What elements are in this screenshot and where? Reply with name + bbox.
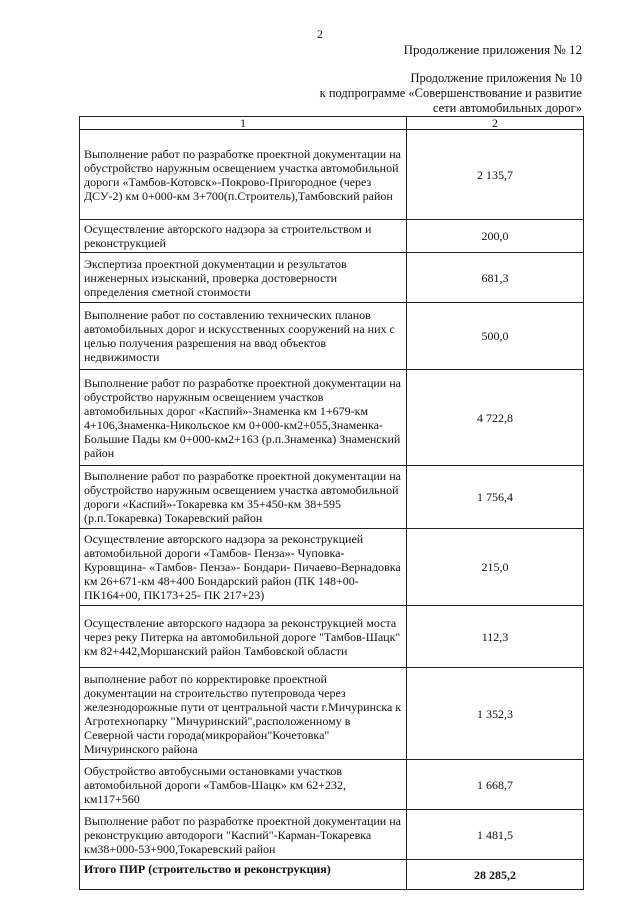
work-amount: 200,0 bbox=[407, 220, 584, 253]
table-row bbox=[80, 370, 584, 466]
work-description: Осуществление авторского надзора за реконструкцией автомобильной дороги «Тамбов- Пенза»- Чуповка-Куровщина- «Тамбов- Пенза»- Бондари- Пичаево-Вернадовка км 26+671-км 48+400 Бондарский район (ПК 148+00- ПК164+00, ПК173+25- ПК 217+23) bbox=[80, 529, 407, 606]
work-amount: 1 668,7 bbox=[407, 760, 584, 810]
total-label: Итого ПИР (строительство и реконструкция) bbox=[80, 860, 407, 890]
work-description: Выполнение работ по разработке проектной документации на обустройство наружным освещением участка автомобильной дороги «Каспий»-Токаревка км 35+450-км 38+595 (р.п.Токаревка) Токаревский район bbox=[80, 466, 407, 529]
column-header-2: 2 bbox=[407, 117, 584, 130]
appendix-10-caption bbox=[320, 71, 582, 116]
work-amount: 4 722,8 bbox=[407, 370, 584, 466]
table-row bbox=[80, 810, 584, 860]
work-amount: 1 756,4 bbox=[407, 466, 584, 529]
table-row bbox=[80, 668, 584, 760]
work-amount: 112,3 bbox=[407, 606, 584, 668]
table-header-row bbox=[80, 117, 584, 130]
table-row bbox=[80, 529, 584, 606]
work-description: Экспертиза проектной документации и результатов инженерных изысканий, проверка достоверности определения сметной стоимости bbox=[80, 253, 407, 303]
total-row bbox=[80, 860, 584, 890]
appendix-10-line1: Продолжение приложения № 10 bbox=[410, 71, 582, 85]
work-description: Выполнение работ по разработке проектной документации на обустройство наружным освещением участков автомобильных дорог «Каспий»-Знаменка км 1+679-км 4+106,Знаменка-Никольское км 0+000-км2+055,Знаменка-Большие Пады км 0+000-км2+163 (р.п.Знаменка) Знаменский район bbox=[80, 370, 407, 466]
table-row bbox=[80, 760, 584, 810]
appendix-10-line3: сети автомобильных дорог» bbox=[432, 101, 582, 115]
work-description: Выполнение работ по разработке проектной документации на обустройство наружным освещением участка автомобильной дороги «Тамбов-Котовск»-Покрово-Пригородное (через ДСУ-2) км 0+000-км 3+700(п.Строитель),Тамбовский район bbox=[80, 130, 407, 220]
table-row bbox=[80, 253, 584, 303]
appendix-12-caption: Продолжение приложения № 12 bbox=[403, 42, 582, 57]
page-number: 2 bbox=[317, 27, 323, 41]
appendix-10-line2: к подпрограмме «Совершенствование и развитие bbox=[319, 86, 582, 100]
table-row bbox=[80, 220, 584, 253]
table-row bbox=[80, 466, 584, 529]
work-amount: 500,0 bbox=[407, 303, 584, 370]
work-amount: 2 135,7 bbox=[407, 130, 584, 220]
table-row bbox=[80, 130, 584, 220]
work-description: Обустройство автобусными остановками участков автомобильной дороги «Тамбов-Шацк» км 62+232, км117+560 bbox=[80, 760, 407, 810]
work-description: Выполнение работ по составлению технических планов автомобильных дорог и искусственных сооружений на них с целью получения разрешения на ввод объектов недвижимости bbox=[80, 303, 407, 370]
work-amount: 1 481,5 bbox=[407, 810, 584, 860]
work-amount: 215,0 bbox=[407, 529, 584, 606]
work-description: Осуществление авторского надзора за реконструкцией моста через реку Питерка на автомобильной дороге "Тамбов-Шацк" км 82+442,Моршанский район Тамбовской области bbox=[80, 606, 407, 668]
column-header-1: 1 bbox=[80, 117, 407, 130]
work-description: Осуществление авторского надзора за строительством и реконструкцией bbox=[80, 220, 407, 253]
table-row bbox=[80, 303, 584, 370]
work-description: выполнение работ по корректировке проектной документации на строительство путепровода через железнодорожные пути от центральной части г.Мичуринска к Агротехнопарку "Мичуринский",расположенному в Северной части города(микрорайон"Кочетовка" Мичуринского района bbox=[80, 668, 407, 760]
work-amount: 1 352,3 bbox=[407, 668, 584, 760]
works-table bbox=[79, 116, 584, 890]
table-row bbox=[80, 606, 584, 668]
work-amount: 681,3 bbox=[407, 253, 584, 303]
work-description: Выполнение работ по разработке проектной документации на реконструкцию автодороги "Каспий"-Карман-Токаревка км38+000-53+900,Токаревский район bbox=[80, 810, 407, 860]
total-amount: 28 285,2 bbox=[407, 860, 584, 890]
